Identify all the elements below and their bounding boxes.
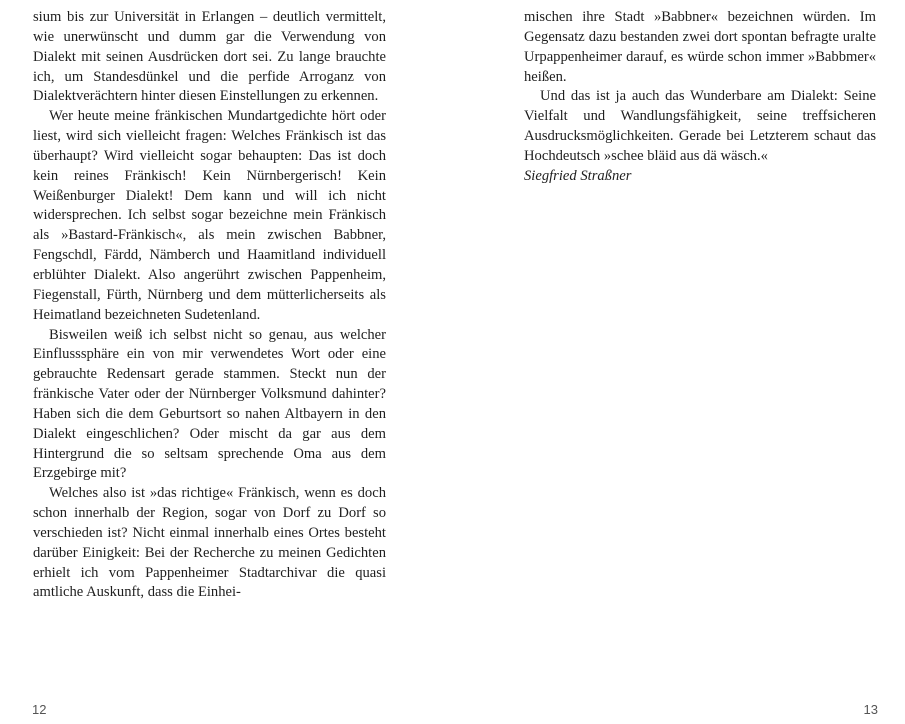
paragraph: Wer heute meine fränkischen Mundartgedichte hört oder liest, wird sich vielleicht fragen: Welches Fränkisch ist das überhaupt? Wird vielleicht sogar behaupten: Das ist doch kein reines Fränkisch! Kein Nürnbergerisch! Kein Weißenburger Dialekt! Dem kann und will ich nicht widersprechen. Ich selbst sogar bezeichne mein Fränkisch als »Bastard-Fränkisch«, als mein zwischen Babbner, Fengschdl, Färdd, Nämberch und Haamitland individuell erblühter Dialekt. Also angerührt zwischen Pappenheim, Fiegenstall, Fürth, Nürnberg und dem mütterlicherseits als Heimatland bezeichneten Sudetenland. [33, 108, 386, 323]
paragraph: Und das ist ja auch das Wunderbare am Dialekt: Seine Vielfalt und Wandlungsfähigkeit, seine treffsicheren Ausdrucksmöglichkeiten. Gerade bei Letzterem schaut das Hochdeutsch »schee bläid aus dä wäsch.« [524, 88, 876, 164]
left-text-column [33, 8, 386, 603]
author-signature: Siegfried Straßner [524, 167, 632, 184]
left-page [0, 0, 452, 724]
paragraph: mischen ihre Stadt »Babbner« bezeichnen würden. Im Gegensatz dazu bestanden zwei dort spontan befragte uralte Urpappenheimer darauf, es würde schon immer »Babbmer« heißen. [524, 9, 876, 85]
page-number-left: 12 [32, 702, 47, 717]
paragraph: Bisweilen weiß ich selbst nicht so genau, aus welcher Einflusssphäre ein von mir verwendetes Wort oder eine gebrauchte Redensart gerade stammen. Steckt nun der fränkische Vater oder der Nürnberger Volksmund dahinter? Haben sich die dem Geburtsort so nahen Altbayern in den Dialekt eingeschlichen? Oder mischt da gar aus dem Hintergrund die so seltsam sprechende Oma aus dem Erzgebirge mit? [33, 326, 386, 482]
right-page [452, 0, 905, 724]
page-number-right: 13 [863, 702, 878, 717]
right-text-column [524, 8, 876, 187]
paragraph: Welches also ist »das richtige« Fränkisch, wenn es doch schon innerhalb der Region, sogar von Dorf zu Dorf so verschieden ist? Nicht einmal innerhalb eines Ortes besteht darüber Einigkeit: Bei der Recherche zu meinen Gedichten erhielt ich vom Pappenheimer Stadtarchivar die quasi amtliche Auskunft, dass die Einhei- [33, 485, 386, 601]
paragraph: sium bis zur Universität in Erlangen – deutlich vermittelt, wie unerwünscht und dumm gar die Verwendung von Dialekt mit seinen Ausdrücken dort sei. Zu lange brauchte ich, um Standesdünkel und die perfide Arroganz von Dialektverächtern hinter diesen Einstellungen zu erkennen. [33, 9, 386, 105]
